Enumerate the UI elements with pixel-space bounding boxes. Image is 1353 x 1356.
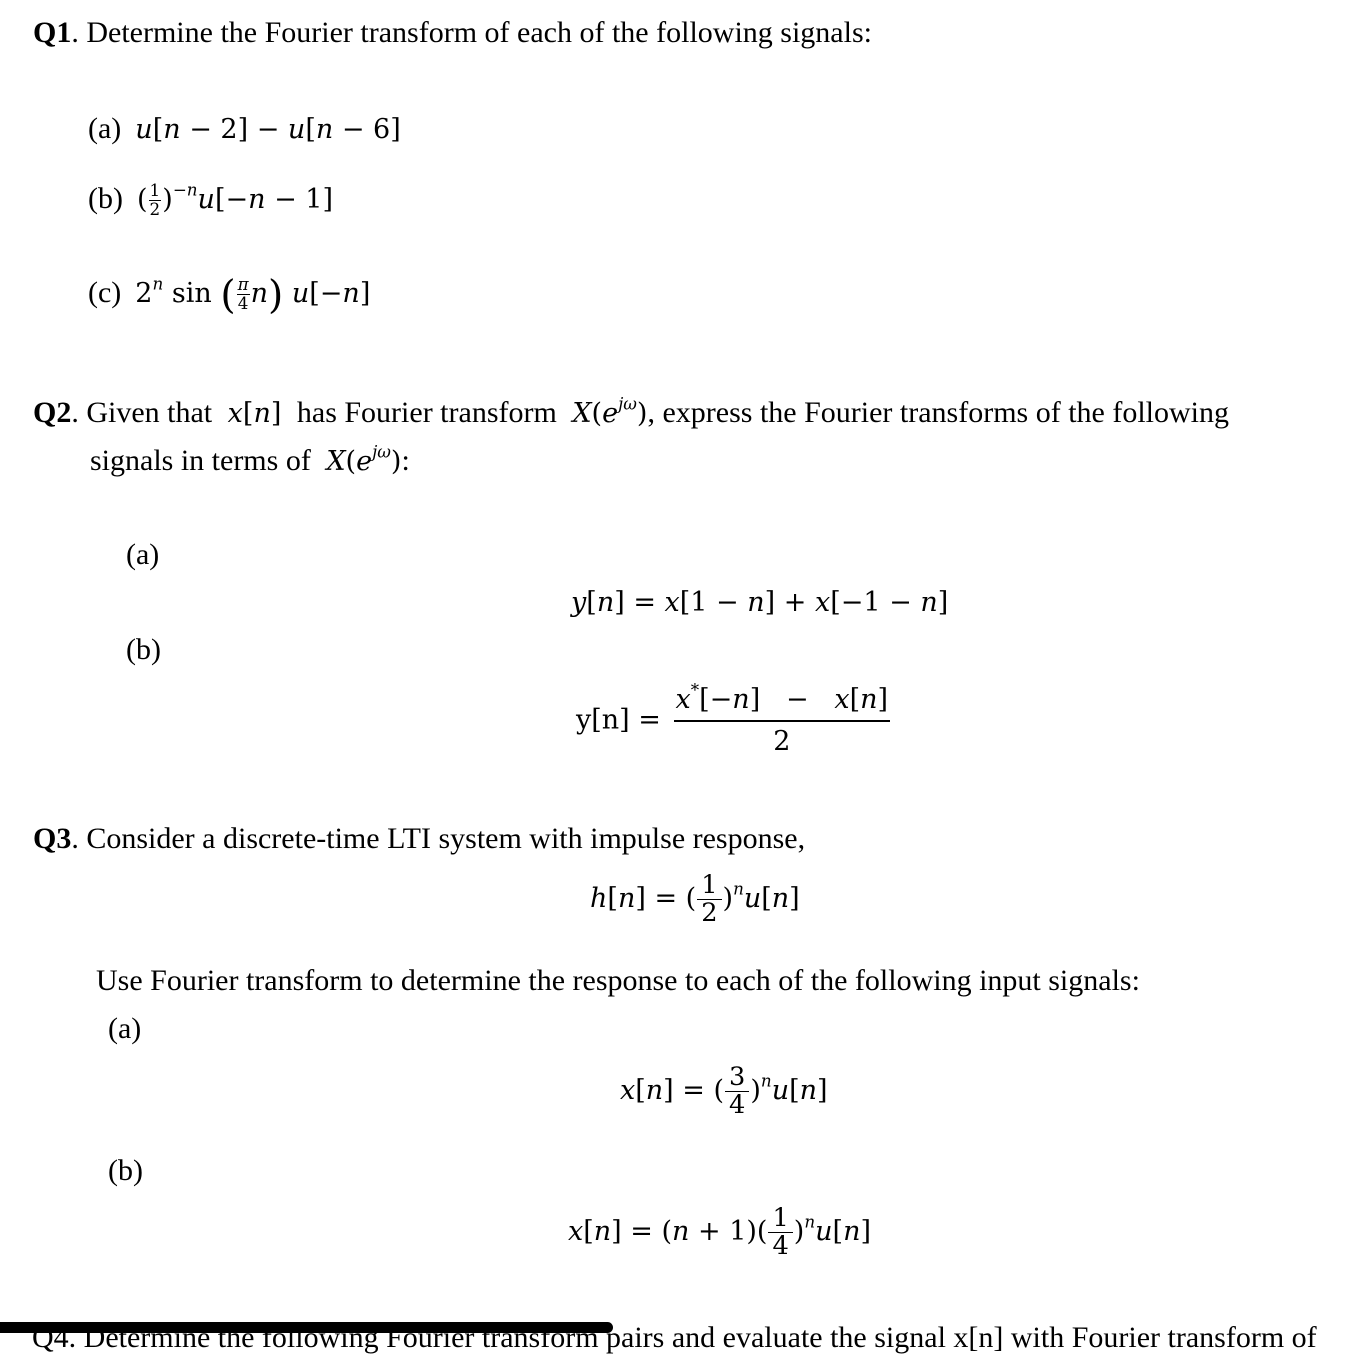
q2-text-2: has Fourier transform — [296, 396, 557, 429]
q2-text-1: . Given that — [71, 396, 213, 429]
q2-part-a-equation: y[n] = x[1 − n] + x[−1 − n] — [571, 587, 949, 618]
q2-part-b-equation: y[n] = $\frac{x^*[-n] - x[n]}{2}$ — [576, 679, 889, 757]
q1-part-a-label: (a) — [88, 112, 122, 145]
q2-text-4: signals in terms of — [90, 444, 311, 477]
q1-part-b-label: (b) — [88, 182, 123, 215]
q2-transform-x: $X(e^{j\omega})$ — [572, 393, 648, 429]
q3-label: Q3 — [33, 822, 72, 855]
cutoff-next-question — [0, 1321, 1353, 1354]
cutoff-text: Q4. Determine the following Fourier transform pairs and evaluate the signal x[n] with Fourier transform of — [32, 1321, 1317, 1354]
q1-part-b — [88, 181, 333, 219]
q1-part-b-expression: ( $\frac{1}{2}$ )$^{-n}$u[−n − 1] — [136, 179, 333, 219]
q1-part-c-expression: 2$^n$ sin ( $\frac{\pi}{4}$ n) u[−n] — [135, 272, 371, 318]
q3-instruction: Use Fourier transform to determine the response to each of the following input signals: — [96, 964, 1140, 997]
q2-text-5: : — [401, 444, 410, 477]
q2-text-3: , express the Fourier transforms of the following — [647, 396, 1230, 429]
q2-line-1 — [33, 395, 1229, 432]
q2-transform-x-2: $X(e^{j\omega})$ — [326, 441, 402, 477]
q3-text: . Consider a discrete-time LTI system with impulse response, — [71, 822, 806, 855]
q2-signal-x: x[n] — [227, 398, 282, 429]
q3-part-b-label: (b) — [108, 1154, 143, 1187]
q3-heading — [33, 821, 805, 857]
q1-part-a-expression: u[n − 2] − u[n − 6] — [135, 114, 401, 145]
q3-part-a-equation: x[n] = ( $\frac{3}{4}$ )$^n$u[n] — [620, 1062, 828, 1120]
q3-part-a-label: (a) — [108, 1012, 142, 1045]
q2-line-2 — [90, 443, 410, 480]
q1-part-a — [88, 111, 401, 148]
q1-text: . Determine the Fourier transform of each of the following signals: — [71, 16, 872, 49]
q2-part-b-label: (b) — [126, 633, 161, 666]
q1-label: Q1 — [33, 16, 72, 49]
q1-heading — [33, 15, 872, 51]
q1-part-c-label: (c) — [88, 276, 122, 309]
q2-part-a-label: (a) — [126, 538, 160, 571]
q3-impulse-response: h[n] = ( $\frac{1}{2}$ )$^n$u[n] — [590, 870, 800, 928]
q2-label: Q2 — [33, 396, 72, 429]
q1-part-c — [88, 272, 371, 318]
q3-part-b-equation: x[n] = (n + 1)( $\frac{1}{4}$ )$^n$u[n] — [568, 1203, 871, 1261]
